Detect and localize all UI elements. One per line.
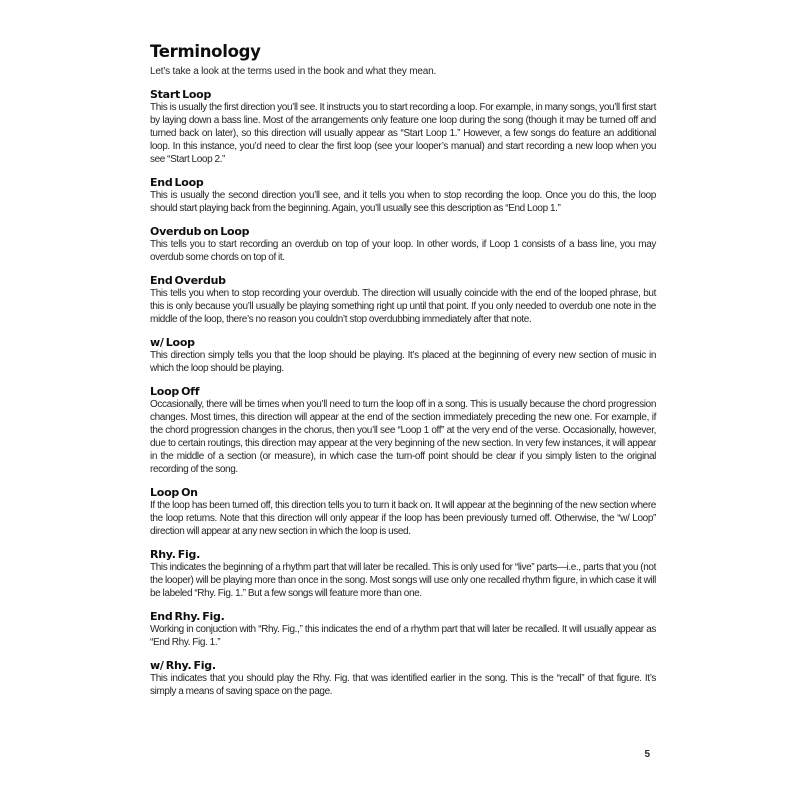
term-section-end-rhy-fig bbox=[150, 610, 656, 649]
term-body: This tells you to start recording an overdub on top of your loop. In other words, if Loop 1 consists of a bass line, you may overdub some chords on top of it. bbox=[150, 239, 656, 263]
term-body: Working in conjuction with “Rhy. Fig.,” this indicates the end of a rhythm part that will later be recalled. It will usually appear as “End Rhy. Fig. 1.” bbox=[150, 624, 656, 648]
term-body: This direction simply tells you that the loop should be playing. It’s placed at the beginning of every new section of music in which the loop should be playing. bbox=[150, 350, 656, 374]
term-section-end-loop bbox=[150, 176, 656, 215]
term-section-loop-off bbox=[150, 385, 656, 476]
term-body: This indicates that you should play the Rhy. Fig. that was identified earlier in the song. This is the “recall” of that figure. It’s simply a means of saving space on the page. bbox=[150, 673, 656, 697]
term-heading: Rhy. Fig. bbox=[150, 548, 201, 561]
term-section-w-rhy-fig bbox=[150, 659, 656, 698]
term-heading: End Loop bbox=[150, 176, 204, 189]
term-section-loop-on bbox=[150, 486, 656, 538]
term-body: This tells you when to stop recording your overdub. The direction will usually coincide with the end of the looped phrase, but this is only because you’ll usually be playing something right up until that point. If you only needed to overdub one note in the middle of the loop, there’s no reason you couldn’t stop overdubbing immediately after that note. bbox=[150, 288, 656, 325]
term-heading: Loop Off bbox=[150, 385, 200, 398]
page-number: 5 bbox=[644, 749, 650, 760]
term-section-w-loop bbox=[150, 336, 656, 375]
term-body: This indicates the beginning of a rhythm part that will later be recalled. This is only used for “live” parts—i.e., parts that you (not the looper) will be playing more than once in the song. Most songs will use only one recalled rhythm figure, in which case it will be labeled “Rhy. Fig. 1.” But a few songs will feature more than one. bbox=[150, 562, 656, 599]
term-heading: Loop On bbox=[150, 486, 198, 499]
term-heading: w/ Rhy. Fig. bbox=[150, 659, 216, 672]
term-body: This is usually the first direction you’ll see. It instructs you to start recording a loop. For example, in many songs, you’ll first start by laying down a bass line. Most of the arrangements only feature one loop during the song (though it may be turned off and turned back on later), so this direction will usually appear as “Start Loop 1.” However, a few songs do feature an additional loop. In this instance, you’d need to clear the first loop (see your looper’s manual) and start recording a new loop when you see “Start Loop 2.” bbox=[150, 102, 656, 165]
page-content bbox=[150, 42, 656, 698]
term-heading: End Rhy. Fig. bbox=[150, 610, 225, 623]
term-body: This is usually the second direction you’ll see, and it tells you when to stop recording the loop. Once you do this, the loop should start playing back from the beginning. Again, you’ll usually see this description as “End Loop 1.” bbox=[150, 190, 656, 214]
term-body: Occasionally, there will be times when you’ll need to turn the loop off in a song. This is usually because the chord progression changes. Most times, this direction will appear at the end of the section immediately preceding the new one. For example, if the chord progression changes in the chorus, then you’ll see “Loop 1 off” at the very end of the verse. Occasionally, however, due to certain routings, this direction may appear at the very beginning of the new section. In very few instances, it will appear in the middle of a section (or measure), in which case the turn-off point should be clear if you simply listen to the original recording of the song. bbox=[150, 399, 656, 475]
term-section-rhy-fig bbox=[150, 548, 656, 600]
term-heading: Overdub on Loop bbox=[150, 225, 250, 238]
term-section-start-loop bbox=[150, 88, 656, 166]
term-section-end-overdub bbox=[150, 274, 656, 326]
page-title: Terminology bbox=[150, 42, 261, 61]
term-section-overdub-on-loop bbox=[150, 225, 656, 264]
intro-text: Let’s take a look at the terms used in the book and what they mean. bbox=[150, 66, 437, 77]
term-heading: End Overdub bbox=[150, 274, 226, 287]
term-heading: Start Loop bbox=[150, 88, 212, 101]
term-body: If the loop has been turned off, this direction tells you to turn it back on. It will appear at the beginning of the new section where the loop returns. Note that this direction will only appear if the loop has been previously turned off. Otherwise, the “w/ Loop” direction will appear at any new section in which the loop is used. bbox=[150, 500, 656, 537]
term-heading: w/ Loop bbox=[150, 336, 195, 349]
